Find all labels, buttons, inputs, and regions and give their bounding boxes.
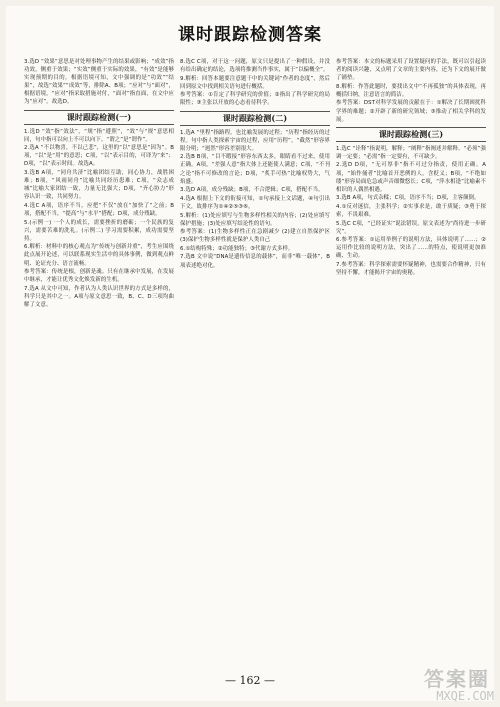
column-2	[180, 58, 330, 658]
answer-paragraph: 7.参考答案：科学探索需要怀疑精神，也需要合作精神，只有坚持不懈，才能揭开宇宙的奥秘。	[336, 262, 486, 277]
answer-paragraph: 4.①反对迷信，主张科学；②实事求是，敢于质疑；③勇于探索，不畏艰难。	[336, 203, 486, 218]
answer-paragraph: 6.①结构特殊；②功能独特；③代谢方式多样。	[180, 245, 294, 252]
answer-paragraph: 7.选A 从文中可知，作者认为人类认识世界的方式是多样的，科学只是其中之一。A项与原文意思一致，B、C、D三项均曲解了文意。	[24, 285, 174, 309]
answer-paragraph: 1.选D “效”指“效法”，“规”指“遵照”，“效”与“规”意思相同，句中指可以向上不可以向下。“谓之”是“谓作”。	[24, 128, 174, 143]
answer-paragraph: 1.选A “里程”指路程，也比喻发展的过程；“历程”指经历的过程。句中指人类探索宇宙的过程，应用“历程”。“截然”形容界限分明；“迥然”形容差别很大。	[180, 129, 330, 152]
column-3	[336, 58, 486, 658]
answer-paragraph: 5.选C C项，“已经证实”说法错误，原文表述为“尚待进一步研究”。	[336, 220, 486, 235]
watermark-logo	[402, 661, 494, 703]
watermark-top: 答案圈	[424, 667, 490, 691]
answer-paragraph: 6.解析：材料中的核心观点为“传统与创新并重”，考生应围绕此点展开论述，可以联系现实生活中的具体事例，做到观点鲜明、论证充分、语言流畅。	[24, 244, 174, 267]
section-heading: 课时跟踪检测(二)	[180, 111, 330, 126]
column-1	[24, 58, 174, 658]
answer-paragraph: 3.选D A项，成分残缺；B项，不合逻辑；C项，搭配不当。	[180, 187, 324, 194]
page-title: 课时跟踪检测答案	[178, 25, 322, 45]
section-heading: 课时跟踪检测(三)	[336, 127, 486, 142]
answer-paragraph: 2.选A “不以物喜，不以己悲”，这里的“以”意思是“因为”。B项，“以”是“用”的意思；C项，“以”表示目的，可译为“来”；D项，“以”表示时间。故选A。	[24, 145, 174, 168]
answer-paragraph: 3.选B A项，“同舟共济”比喻团结互助，同心协力，战胜困难；B项，“风雨同舟”比喻共同经历患难；C项，“众志成城”比喻大家团结一致，力量无比强大；D项，“齐心协力”形容认识一致，共同努力。	[24, 170, 174, 201]
answer-paragraph: 参考答案：①肯定了科学研究的价值；②指出了科学研究的局限性；③主张以开放的心态看待科学。	[180, 92, 330, 107]
answer-paragraph: 6.参考答案：①运用举例子的说明方法，具体说明了……；②运用作比较的说明方法，突出了……的特点，使说明更加准确、生动。	[336, 237, 486, 260]
answer-paragraph: 3.选B A项，句式杂糅；C项，语序不当；D项，主客颠倒。	[336, 195, 480, 202]
answer-paragraph: 5.(示例一) 一个人的成长，需要挫折的磨砺；一个民族的复兴，需要苦难的洗礼。(示例二) 学习需要积累，成功需要坚持。	[24, 219, 174, 242]
answer-paragraph: 参考答案：DST对科学发展的贡献在于：①解决了长期困扰科学界的难题；②开辟了新的研究领域；③推动了相关学科的发展。	[336, 100, 486, 123]
answer-paragraph: 1.选C “诠释”指说明，解释；“阐释”指阐述并解释。“必须”强调一定要；“必需”指一定要有，不可缺少。	[336, 145, 486, 160]
answer-paragraph: 5.解析：(1)处应填写与生物多样性相关的内容；(2)处应填写保护措施；(3)处应填写结论性的语句。	[180, 212, 330, 227]
page	[6, 6, 494, 701]
answer-paragraph: 4.选C A项，语序不当，应把“不仅”放在“加快了”之前；B项，搭配不当，“提高”与“水平”搭配；D项，成分残缺。	[24, 202, 174, 217]
answer-paragraph: 参考答案：本文的标题采用了设置疑问的手法，既可以引起读者的阅读兴趣，又点明了文章的主要内容，还为下文的展开做了铺垫。	[336, 59, 486, 82]
answer-paragraph: 2.选D D项，“无可厚非”指不可过分指责，使用正确。A项，“始作俑者”比喻首开恶例的人，含贬义；B项，“不绝如缕”形容局面危急或声音细微悠长；C项，“萍水相逢”比喻素不相识的人偶然相遇。	[336, 162, 486, 193]
answer-paragraph: 参考答案：(1)生物多样性正在急剧减少 (2)建立自然保护区 (3)保护生物多样性就是保护人类自己	[180, 229, 330, 244]
answer-paragraph: 2.选B B项，“目不暇接”形容东西太多，眼睛看不过来，使用正确。A项，“差强人意”指大体上还能使人满意；C项，“不刊之论”指不可修改的言论；D项，“炙手可热”比喻权势大，气焰盛。	[180, 154, 330, 185]
answer-paragraph: 4.选A 根据上下文的衔接可知，①句承接上文话题，④句引出下文，故排序为①④②⑤③⑥。	[180, 195, 330, 210]
answer-columns	[24, 58, 486, 658]
answer-paragraph: 9.解析：回答本题要注意题干中的关键词“作者的态度”，然后回到原文中找到相关语句进行概括。	[180, 75, 330, 90]
answer-paragraph: 8.选C C项，对于这一问题，原文只是提出了一种假设，并没有给出确定的结论，选项将推测当作事实，属于“以偏概全”。	[180, 59, 330, 74]
page-number: — 162 —	[225, 674, 275, 687]
title-bar	[6, 20, 494, 50]
section-heading: 课时跟踪检测(一)	[24, 110, 174, 125]
watermark-bottom: MXQE.COM	[436, 689, 494, 703]
answer-paragraph: 参考答案：传统是根，创新是魂。只有在继承中发展，在发展中继承，才能让优秀文化焕发新的生机。	[24, 269, 174, 284]
answer-paragraph: 7.选B 文中说“DNA是遗传信息的载体”，而非“唯一载体”，B项表述绝对化。	[180, 254, 330, 269]
answer-paragraph: 3.选D “效果”意思是对处理事物产生的结果或影响；“成效”指功效，侧重于效果；“实效”侧重于实际的效果，“有效”是能够实现预期的目的。根据语境可知，文中强调的是“功效”“结果”，故选“效果”“成效”等，排除A、B项；“应对”与“面对”，根据语境，“应对”指采取措施对付，“面对”指直面，在文中应为“应对”。故选D。	[24, 59, 174, 106]
answer-paragraph: 8.解析：作答此题时，要找出文中“不再孤独”的具体表现，再概括归纳，注意语言的简洁。	[336, 83, 486, 98]
